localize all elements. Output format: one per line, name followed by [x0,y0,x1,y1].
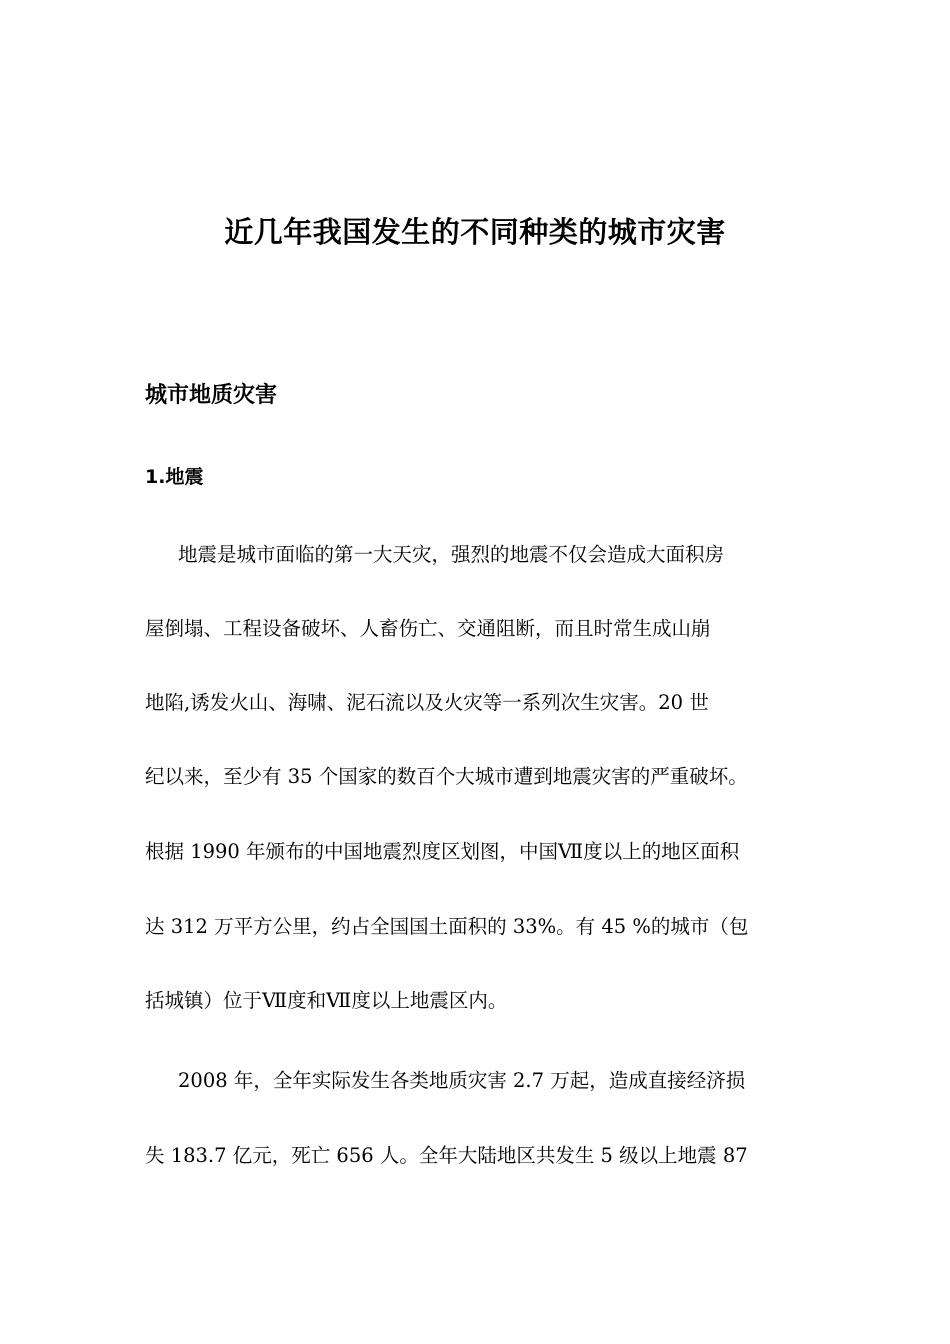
paragraph-line: 失 183.7 亿元，死亡 656 人。全年大陆地区共发生 5 级以上地震 87 [145,1144,748,1167]
paragraph-line: 2008 年，全年实际发生各类地质灾害 2.7 万起，造成直接经济损 [178,1069,746,1092]
sub-heading: 1.地震 [145,466,204,488]
paragraph-line: 括城镇）位于Ⅶ度和Ⅶ度以上地震区内。 [145,989,508,1012]
section-heading: 城市地质灾害 [145,383,278,408]
document-title: 近几年我国发生的不同种类的城市灾害 [224,215,726,249]
paragraph-line: 达 312 万平方公里，约占全国国土面积的 33%。有 45 %的城市（包 [145,915,749,938]
paragraph-line: 纪以来，至少有 35 个国家的数百个大城市遭到地震灾害的严重破坏。 [145,765,748,788]
paragraph-line: 地陷,诱发火山、海啸、泥石流以及火灾等一系列次生灾害。20 世 [145,691,709,714]
paragraph-line: 屋倒塌、工程设备破坏、人畜伤亡、交通阻断，而且时常生成山崩 [145,617,711,640]
paragraph-line: 根据 1990 年颁布的中国地震烈度区划图，中国Ⅶ度以上的地区面积 [145,840,740,863]
paragraph-line: 地震是城市面临的第一大天灾，强烈的地震不仅会造成大面积房 [178,543,725,566]
